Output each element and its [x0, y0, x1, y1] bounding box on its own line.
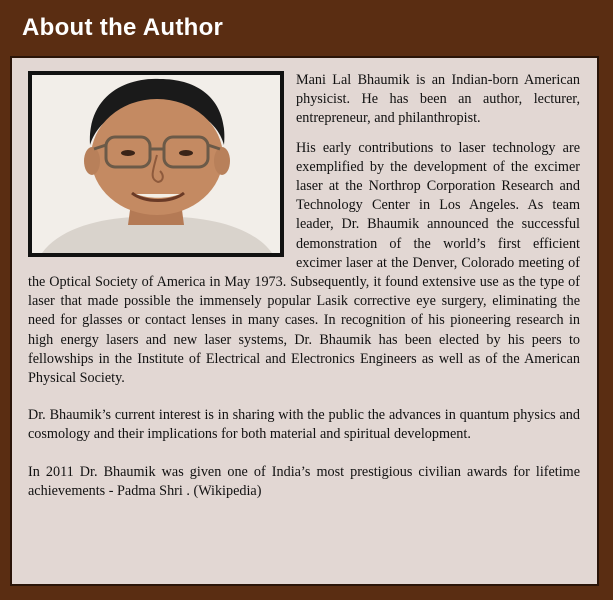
bio-paragraph-2: His early contributions to laser technology are exemplified by the development of the excimer laser at the Northrop Corporation Research and Technology Center in Los Angeles. As team leader, Dr. Bhaumik announced the successful demonstration of the world’s first efficient excimer laser at the Denver, Colorado meeting of the Optical Society of America in May 1973. Subsequently, it found extensive use as the type of laser that made possible the immensely popular Lasik corrective eye surgery, eliminating the need for glasses or contact lenses in many cases. In recognition of his pioneering research in high energy lasers and new laser systems, Dr. Bhaumik has been elected by his peers to fellowships in the Institute of Electrical and Electronics Engineers as well as of the American Physical Society.: [28, 139, 580, 387]
author-portrait: [28, 71, 284, 257]
bio-paragraph-4: In 2011 Dr. Bhaumik was given one of India’s most prestigious civilian awards for lifetime achievements - Padma Shri . (Wikipedia): [28, 463, 580, 499]
section-title: About the Author: [22, 14, 224, 41]
author-bio: [28, 71, 580, 511]
portrait-illustration: [32, 75, 280, 253]
bio-paragraph-1: Mani Lal Bhaumik is an Indian-born American physicist. He has been an author, lecturer, entrepreneur, and philanthropist.: [296, 72, 580, 127]
bio-paragraph-3: Dr. Bhaumik’s current interest is in sharing with the public the advances in quantum physics and cosmology and their implications for both material and spiritual development.: [28, 407, 580, 443]
author-panel: [10, 56, 599, 586]
